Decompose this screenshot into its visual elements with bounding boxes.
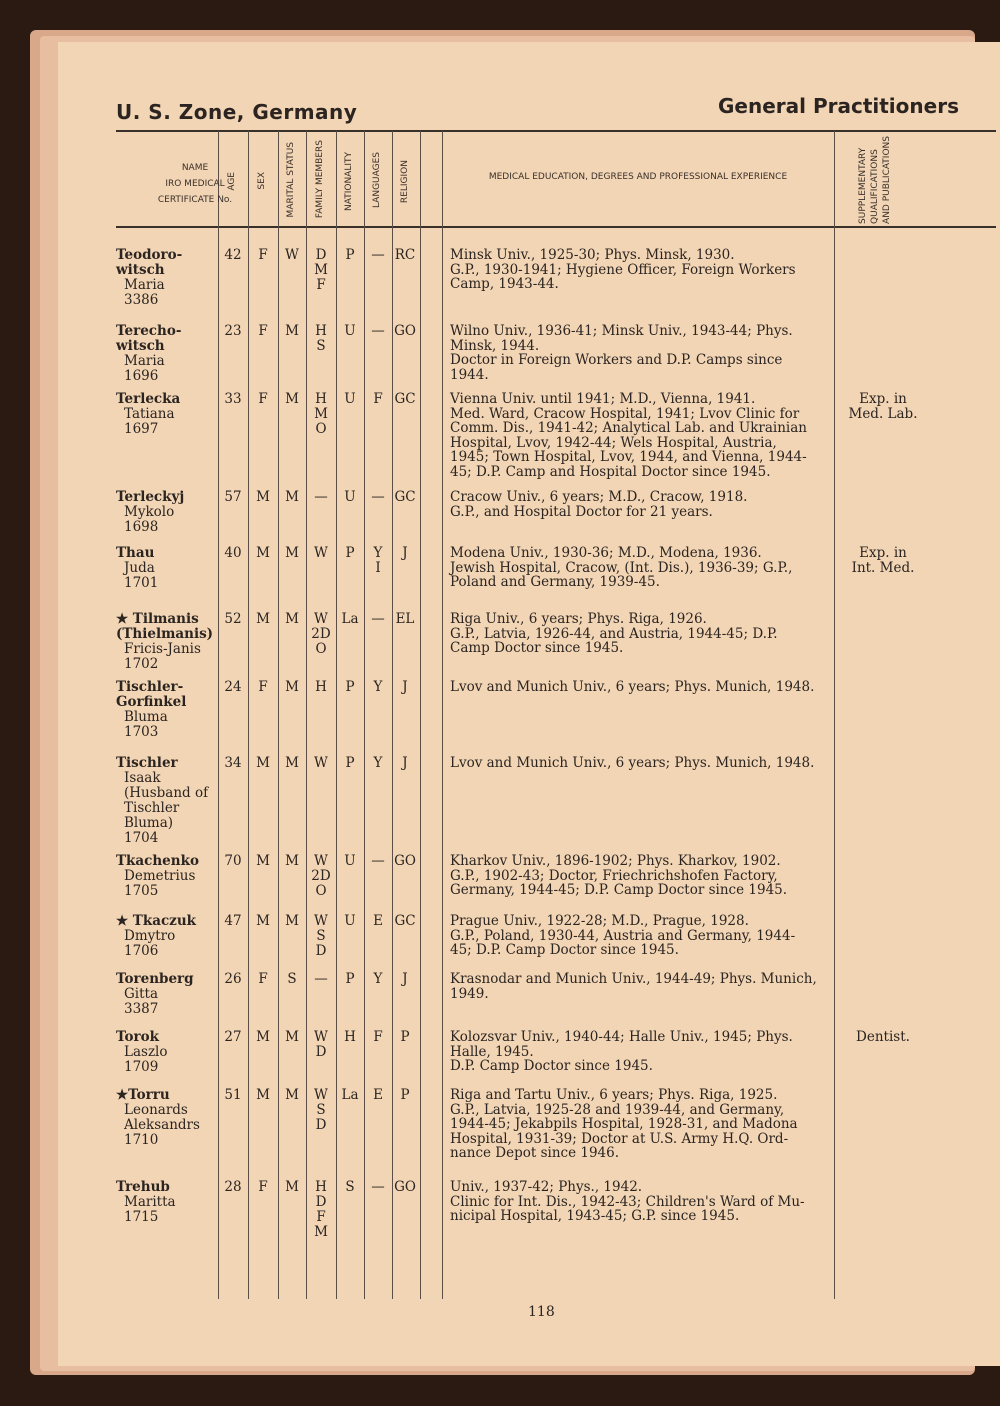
entry-marital: M — [285, 913, 299, 929]
entry-rel: RC — [394, 247, 416, 263]
entry-nat: P — [345, 247, 355, 263]
entry-sex: M — [256, 611, 270, 627]
entry-family: W D — [314, 1029, 328, 1060]
entry-rel: J — [402, 679, 408, 695]
entry-surname: Torenberg — [116, 971, 194, 987]
entry-surname: Torok — [116, 1029, 159, 1045]
entry-age: 47 — [224, 913, 242, 929]
entry-lang: Y — [373, 971, 383, 987]
entry-given-name-cert: Fricis-Janis 1702 — [124, 641, 201, 672]
entry-lang: — — [371, 1179, 385, 1195]
entry-experience: Wilno Univ., 1936-41; Minsk Univ., 1943-44; Phys. Minsk, 1944. Doctor in Foreign Workers and D.P. Camps since 1944. — [450, 323, 793, 383]
entry-age: 28 — [224, 1179, 242, 1195]
entry-nat: U — [344, 913, 356, 929]
entry-given-name-cert: Maria 1696 — [124, 353, 165, 384]
entry-given-name-cert: Isaak (Husband of Tischler Bluma) 1704 — [124, 770, 209, 846]
entry-supplementary: Dentist. — [856, 1029, 910, 1045]
entry-age: 27 — [224, 1029, 242, 1045]
entry-given-name-cert: Laszlo 1709 — [124, 1044, 168, 1075]
entry-family: — — [314, 489, 328, 505]
name-column-header: NAME IRO MEDICAL CERTIFICATE No. — [157, 163, 233, 206]
entry-age: 24 — [224, 679, 242, 695]
entry-sex: M — [256, 489, 270, 505]
entry-given-name-cert: Juda 1701 — [124, 560, 159, 591]
entry-rel: EL — [395, 611, 415, 627]
entry-given-name-cert: Leonards Aleksandrs 1710 — [124, 1102, 200, 1148]
entry-surname: Trehub — [116, 1179, 170, 1195]
entry-lang: E — [373, 913, 383, 929]
entry-sex: M — [256, 545, 270, 561]
entry-nat: U — [344, 391, 356, 407]
entry-nat: P — [345, 545, 355, 561]
entry-surname: Terecho- witsch — [116, 323, 182, 354]
entry-surname: Tischler- Gorfinkel — [116, 679, 187, 710]
entry-lang: F — [373, 391, 383, 407]
column-divider — [392, 131, 393, 1299]
entry-nat: P — [345, 971, 355, 987]
entry-family: W S D — [314, 913, 328, 959]
entry-sex: F — [258, 323, 268, 339]
entry-sex: M — [256, 1029, 270, 1045]
entry-nat: U — [344, 323, 356, 339]
entry-given-name-cert: Tatiana 1697 — [124, 406, 175, 437]
supplementary-column-header: SUPPLEMENTARY QUALIFICATIONS AND PUBLICATIONS — [858, 136, 892, 224]
entry-family: D M F — [314, 247, 328, 293]
entry-sex: F — [258, 679, 268, 695]
entry-experience: Kolozsvar Univ., 1940-44; Halle Univ., 1945; Phys. Halle, 1945. D.P. Camp Doctor since 1945. — [450, 1029, 793, 1074]
entry-family: H D F M — [314, 1179, 328, 1240]
entry-family: — — [314, 971, 328, 987]
entry-lang: — — [371, 611, 385, 627]
entry-rel: GC — [394, 489, 416, 505]
entry-sex: F — [258, 971, 268, 987]
entry-nat: U — [344, 489, 356, 505]
entry-marital: M — [285, 1179, 299, 1195]
entry-family: W — [314, 545, 328, 561]
entry-marital: M — [285, 755, 299, 771]
entry-sex: F — [258, 247, 268, 263]
entry-lang: — — [371, 853, 385, 869]
entry-sex: F — [258, 391, 268, 407]
entry-experience: Lvov and Munich Univ., 6 years; Phys. Munich, 1948. — [450, 755, 815, 771]
entry-sex: M — [256, 755, 270, 771]
entry-surname: Tkachenko — [116, 853, 199, 869]
entry-lang: F — [373, 1029, 383, 1045]
sex-column-header: SEX — [257, 172, 267, 190]
entry-lang: Y I — [373, 545, 383, 576]
entry-age: 52 — [224, 611, 242, 627]
entry-rel: J — [402, 755, 408, 771]
entry-nat: U — [344, 853, 356, 869]
entry-age: 42 — [224, 247, 242, 263]
entry-supplementary: Exp. in Med. Lab. — [848, 391, 918, 422]
entry-family: W 2D O — [311, 853, 331, 899]
entry-experience: Krasnodar and Munich Univ., 1944-49; Phys. Munich, 1949. — [450, 971, 817, 1002]
entry-sex: M — [256, 913, 270, 929]
column-divider — [420, 131, 421, 1299]
entry-marital: M — [285, 391, 299, 407]
age-column-header: AGE — [227, 172, 237, 191]
header-zone: U. S. Zone, Germany — [116, 100, 358, 124]
entry-experience: Prague Univ., 1922-28; M.D., Prague, 1928. G.P., Poland, 1930-44, Austria and Germany, 1944- 45; D.P. Camp Doctor since 1945. — [450, 913, 796, 958]
entry-surname: ★ Tilmanis (Thielmanis) — [116, 611, 214, 642]
entry-nat: La — [341, 1087, 359, 1103]
entry-nat: P — [345, 755, 355, 771]
entry-experience: Cracow Univ., 6 years; M.D., Cracow, 1918. G.P., and Hospital Doctor for 21 years. — [450, 489, 748, 520]
entry-rel: GO — [394, 853, 416, 869]
entry-marital: M — [285, 323, 299, 339]
medical-column-header: MEDICAL EDUCATION, DEGREES AND PROFESSIONAL EXPERIENCE — [488, 172, 788, 182]
entry-age: 57 — [224, 489, 242, 505]
entry-surname: Terlecka — [116, 391, 181, 407]
entry-marital: M — [285, 1087, 299, 1103]
entry-surname: Terleckyj — [116, 489, 185, 505]
religion-column-header: RELIGION — [400, 160, 410, 204]
page-number: 118 — [528, 1304, 555, 1320]
entry-nat: S — [345, 1179, 355, 1195]
entry-experience: Lvov and Munich Univ., 6 years; Phys. Munich, 1948. — [450, 679, 815, 695]
entry-family: H — [315, 679, 327, 695]
entry-supplementary: Exp. in Int. Med. — [851, 545, 915, 576]
entry-nat: P — [345, 679, 355, 695]
entry-given-name-cert: Dmytro 1706 — [124, 928, 176, 959]
entry-experience: Univ., 1937-42; Phys., 1942. Clinic for Int. Dis., 1942-43; Children's Ward of Mu- nicipal Hospital, 1943-45; G.P. since 1945. — [450, 1179, 805, 1224]
entry-nat: La — [341, 611, 359, 627]
entry-rel: GO — [394, 1179, 416, 1195]
column-divider — [336, 131, 337, 1299]
entry-lang: — — [371, 489, 385, 505]
entry-marital: M — [285, 853, 299, 869]
entry-lang: Y — [373, 679, 383, 695]
entry-experience: Minsk Univ., 1925-30; Phys. Minsk, 1930. G.P., 1930-1941; Hygiene Officer, Foreign Workers Camp, 1943-44. — [450, 247, 796, 292]
entry-given-name-cert: Gitta 3387 — [124, 986, 159, 1017]
entry-surname: Tischler — [116, 755, 178, 771]
family-column-header: FAMILY MEMBERS — [315, 140, 325, 219]
nationality-column-header: NATIONALITY — [344, 152, 354, 211]
entry-age: 51 — [224, 1087, 242, 1103]
entry-lang: Y — [373, 755, 383, 771]
entry-rel: GC — [394, 391, 416, 407]
entry-surname: Thau — [116, 545, 155, 561]
entry-experience: Modena Univ., 1930-36; M.D., Modena, 1936. Jewish Hospital, Cracow, (Int. Dis.), 1936-39; G.P., Poland and Germany, 1939-45. — [450, 545, 793, 590]
header-category: General Practitioners — [718, 94, 959, 118]
entry-rel: J — [402, 971, 408, 987]
entry-lang: — — [371, 323, 385, 339]
entry-surname: Teodoro- witsch — [116, 247, 183, 278]
languages-column-header: LANGUAGES — [372, 152, 382, 209]
entry-marital: M — [285, 679, 299, 695]
entry-rel: GC — [394, 913, 416, 929]
entry-given-name-cert: Maritta 1715 — [124, 1194, 176, 1225]
column-divider — [834, 131, 835, 1299]
entry-sex: M — [256, 1087, 270, 1103]
document-page — [58, 42, 1000, 1366]
entry-lang: — — [371, 247, 385, 263]
entry-surname: ★ Tkaczuk — [116, 913, 197, 929]
entry-given-name-cert: Mykolo 1698 — [124, 504, 175, 535]
entry-experience: Vienna Univ. until 1941; M.D., Vienna, 1941. Med. Ward, Cracow Hospital, 1941; Lvov Clinic for Comm. Dis., 1941-42; Analytical Lab. and Ukrainian Hospital, Lvov, 1942-44; Wels Hospital, Austria, 1945; Town Hospital, Lvov, 1944, and Vienna, 1944- 45; D.P. Camp and Hospital Doctor since 1945. — [450, 391, 807, 480]
entry-rel: GO — [394, 323, 416, 339]
entry-rel: P — [400, 1087, 410, 1103]
entry-family: H S — [315, 323, 327, 354]
entry-surname: ★Torru — [116, 1087, 170, 1103]
entry-lang: E — [373, 1087, 383, 1103]
entry-age: 70 — [224, 853, 242, 869]
entry-nat: H — [344, 1029, 356, 1045]
entry-family: W S D — [314, 1087, 328, 1133]
entry-sex: F — [258, 1179, 268, 1195]
entry-sex: M — [256, 853, 270, 869]
entry-experience: Riga and Tartu Univ., 6 years; Phys. Riga, 1925. G.P., Latvia, 1925-28 and 1939-44, and Germany, 1944-45; Jekabpils Hospital, 1928-31, and Madona Hospital, 1931-39; Doctor at U.S. Army H.Q. Ord- nance Depot since 1946. — [450, 1087, 798, 1161]
column-divider — [364, 131, 365, 1299]
entry-marital: M — [285, 489, 299, 505]
entry-given-name-cert: Bluma 1703 — [124, 709, 168, 740]
entry-marital: M — [285, 545, 299, 561]
entry-marital: M — [285, 1029, 299, 1045]
entry-given-name-cert: Maria 3386 — [124, 277, 165, 308]
entry-family: W — [314, 755, 328, 771]
marital-column-header: MARITAL STATUS — [286, 142, 296, 218]
entry-age: 26 — [224, 971, 242, 987]
entry-age: 34 — [224, 755, 242, 771]
entry-experience: Kharkov Univ., 1896-1902; Phys. Kharkov, 1902. G.P., 1902-43; Doctor, Friechrichshofen Factory, Germany, 1944-45; D.P. Camp Doctor since 1945. — [450, 853, 788, 898]
entry-marital: W — [285, 247, 299, 263]
entry-given-name-cert: Demetrius 1705 — [124, 868, 196, 899]
entry-family: H M O — [314, 391, 328, 437]
entry-family: W 2D O — [311, 611, 331, 657]
entry-age: 23 — [224, 323, 242, 339]
entry-age: 40 — [224, 545, 242, 561]
entry-marital: S — [287, 971, 297, 987]
entry-rel: P — [400, 1029, 410, 1045]
entry-experience: Riga Univ., 6 years; Phys. Riga, 1926. G.P., Latvia, 1926-44, and Austria, 1944-45; D.P. Camp Doctor since 1945. — [450, 611, 778, 656]
entry-rel: J — [402, 545, 408, 561]
entry-age: 33 — [224, 391, 242, 407]
column-divider — [278, 131, 279, 1299]
entry-marital: M — [285, 611, 299, 627]
